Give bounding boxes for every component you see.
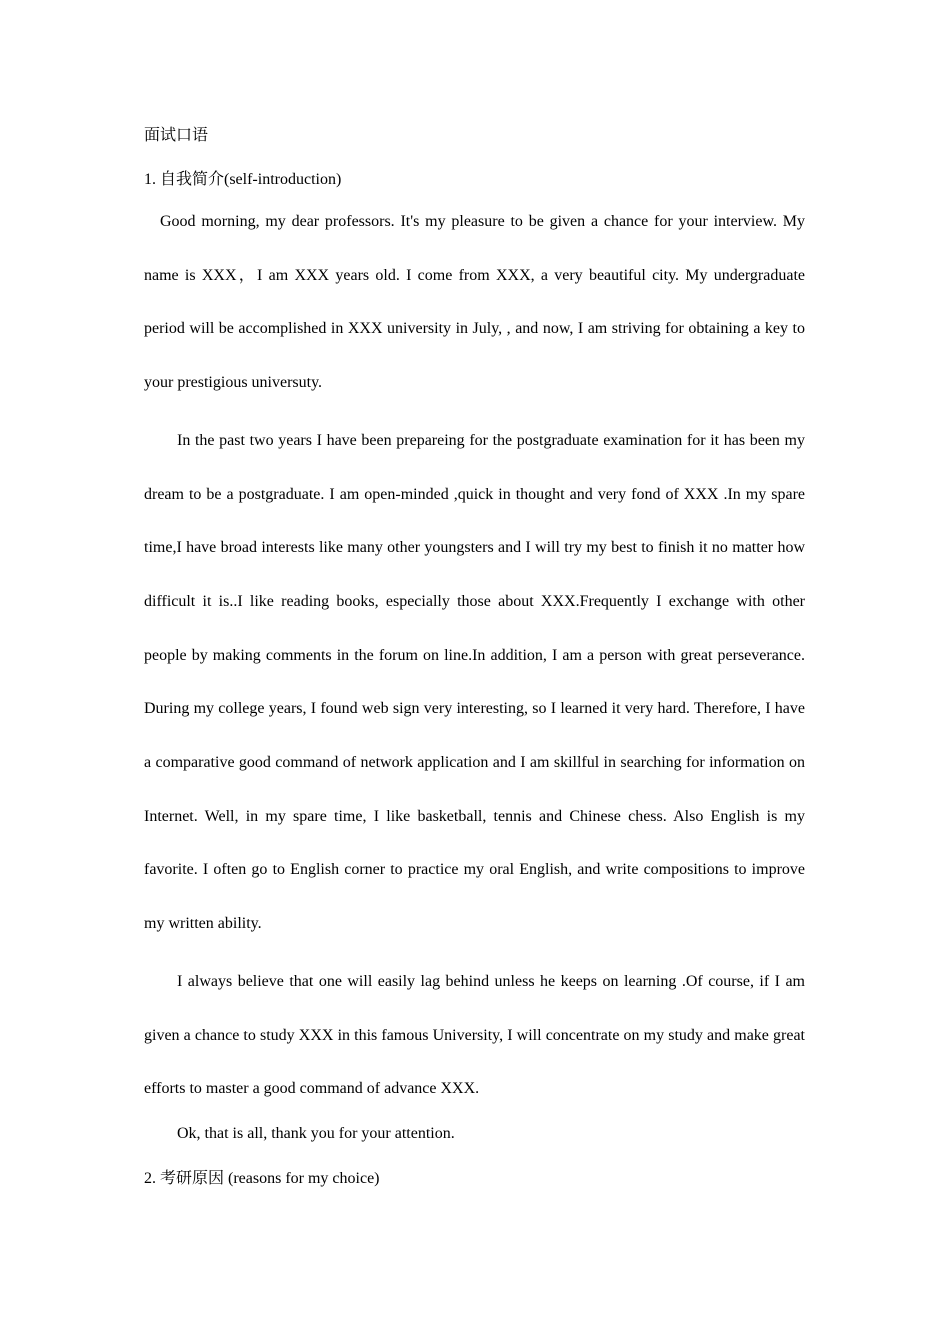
section-heading-self-introduction: 1. 自我简介(self-introduction) [144,171,342,188]
paragraph-background: In the past two years I have been prepareing for the postgraduate examination for it has been my dream to be a postgraduate. I am open-minded ,quick in thought and very fond of XXX .In my spare time,I have broad interests like many other youngsters and I will try my best to finish it no matter how difficult it is..I like reading books, especially those about XXX.Frequently I exchange with other people by making comments in the forum on line.In addition, I am a person with great perseverance. During my college years, I found web sign very interesting, so I learned it very hard. Therefore, I have a comparative good command of network application and I am skillful in searching for information on Internet. Well, in my spare time, I like basketball, tennis and Chinese chess. Also English is my favorite. I often go to English corner to practice my oral English, and write compositions to improve my written ability. [144,431,805,933]
paragraph-goals: I always believe that one will easily lag behind unless he keeps on learning .Of course, if I am given a chance to study XXX in this famous University, I will concentrate on my study and make great efforts to master a good command of advance XXX. [144,972,805,1098]
paragraph-closing: Ok, that is all, thank you for your attention. [177,1124,455,1142]
paragraph-greeting: Good morning, my dear professors. It's my pleasure to be given a chance for your interview. My name is XXX，I am XXX years old. I come from XXX, a very beautiful city. My undergraduate period will be accomplished in XXX university in July, , and now, I am striving for obtaining a key to your prestigious universuty. [144,213,805,392]
document-page [144,122,805,1189]
section-heading-reasons: 2. 考研原因 (reasons for my choice) [144,1169,380,1187]
document-title: 面试口语 [144,127,209,144]
